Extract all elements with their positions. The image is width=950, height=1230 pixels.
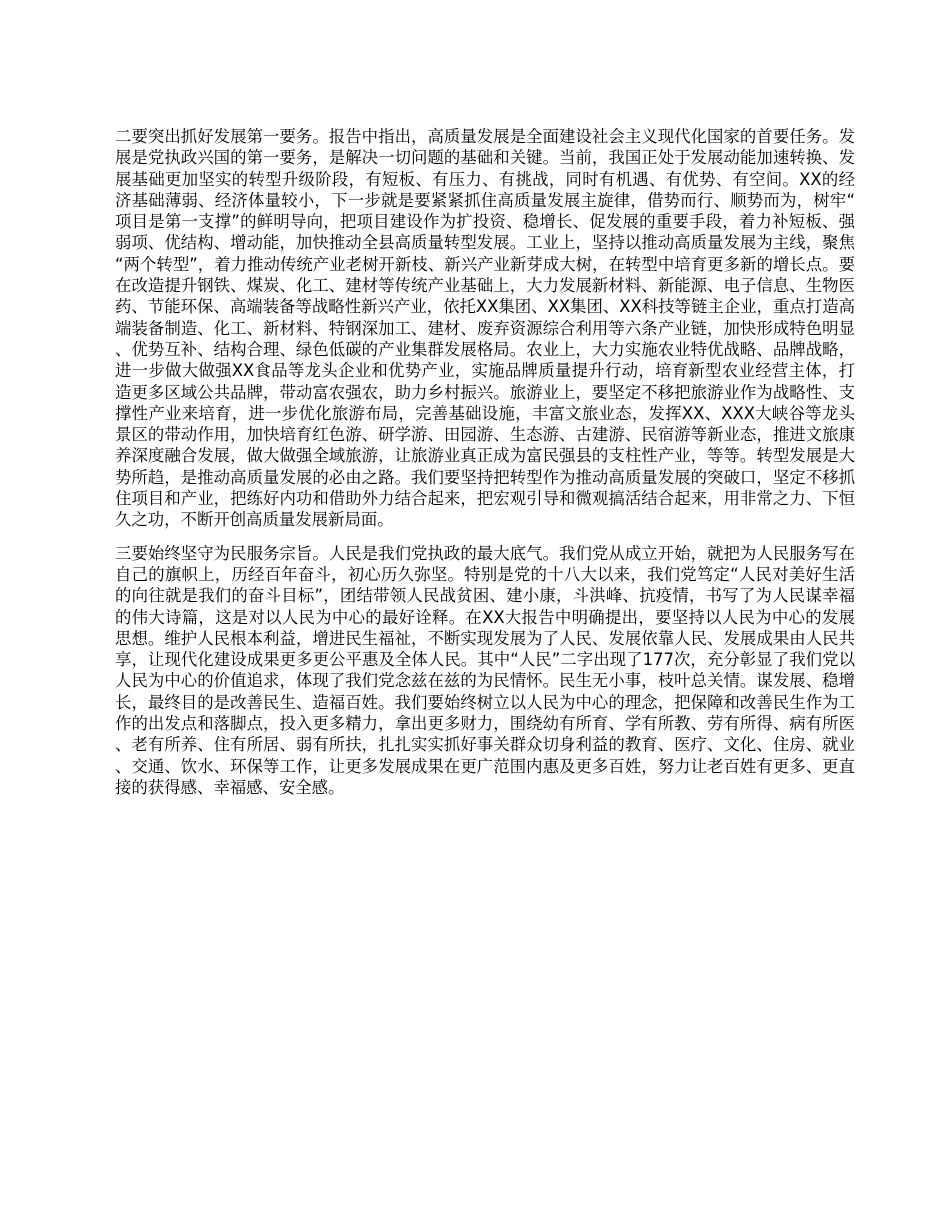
paragraph-develop-first-priority: 二要突出抓好发展第一要务。报告中指出，高质量发展是全面建设社会主义现代化国家的首要任务。发展是党执政兴国的第一要务，是解决一切问题的基础和关键。当前，我国正处于发展动能加速转换、发展基础更加坚实的转型升级阶段，有短板、有压力、有挑战，同时有机遇、有优势、有空间。XX的经济基础薄弱、经济体量较小，下一步就是要紧紧抓住高质量发展主旋律，借势而行、顺势而为，树牢“项目是第一支撑”的鲜明导向，把项目建设作为扩投资、稳增长、促发展的重要手段，着力补短板、强弱项、优结构、增动能，加快推动全县高质量转型发展。工业上，坚持以推动高质量发展为主线，聚焦“两个转型”，着力推动传统产业老树开新枝、新兴产业新芽成大树，在转型中培育更多新的增长点。要在改造提升钢铁、煤炭、化工、建材等传统产业基础上，大力发展新材料、新能源、电子信息、生物医药、节能环保、高端装备等战略性新兴产业，依托XX集团、XX集团、XX科技等链主企业，重点打造高端装备制造、化工、新材料、特钢深加工、建材、废弃资源综合利用等六条产业链，加快形成特色明显、优势互补、结构合理、绿色低碳的产业集群发展格局。农业上，大力实施农业特优战略、品牌战略，进一步做大做强XX食品等龙头企业和优势产业，实施品牌质量提升行动，培育新型农业经营主体，打造更多区域公共品牌，带动富农强农，助力乡村振兴。旅游业上，要坚定不移把旅游业作为战略性、支撑性产业来培育，进一步优化旅游布局，完善基础设施，丰富文旅业态，发挥XX、XXX大峡谷等龙头景区的带动作用，加快培育红色游、研学游、田园游、生态游、古建游、民宿游等新业态，推进文旅康养深度融合发展，做大做强全域旅游，让旅游业真正成为富民强县的支柱性产业，等等。转型发展是大势所趋，是推动高质量发展的必由之路。我们要坚持把转型作为推动高质量发展的突破口，坚定不移抓住项目和产业，把练好内功和借助外力结合起来，把宏观引导和微观搞活结合起来，用非常之力、下恒久之功，不断开创高质量发展新局面。 (115, 127, 855, 530)
paragraph-serve-the-people: 三要始终坚守为民服务宗旨。人民是我们党执政的最大底气。我们党从成立开始，就把为人民服务写在自己的旗帜上，历经百年奋斗，初心历久弥坚。特别是党的十八大以来，我们党笃定“人民对美好生活的向往就是我们的奋斗目标”，团结带领人民战贫困、建小康，斗洪峰、抗疫情，书写了为人民谋幸福的伟大诗篇，这是对以人民为中心的最好诠释。在XX大报告中明确提出，要坚持以人民为中心的发展思想。维护人民根本利益，增进民生福祉，不断实现发展为了人民、发展依靠人民、发展成果由人民共享，让现代化建设成果更多更公平惠及全体人民。其中“人民”二字出现了177次，充分彰显了我们党以人民为中心的价值追求，体现了我们党念兹在兹的为民情怀。民生无小事，枝叶总关情。谋发展、稳增长，最终目的是改善民生、造福百姓。我们要始终树立以人民为中心的理念，把保障和改善民生作为工作的出发点和落脚点，投入更多精力，拿出更多财力，围绕幼有所育、学有所教、劳有所得、病有所医、老有所养、住有所居、弱有所扶，扎扎实实抓好事关群众切身利益的教育、医疗、文化、住房、就业、交通、饮水、环保等工作，让更多发展成果在更广范围内惠及更多百姓，努力让老百姓有更多、更直接的获得感、幸福感、安全感。 (115, 543, 855, 797)
document-page (115, 126, 855, 810)
